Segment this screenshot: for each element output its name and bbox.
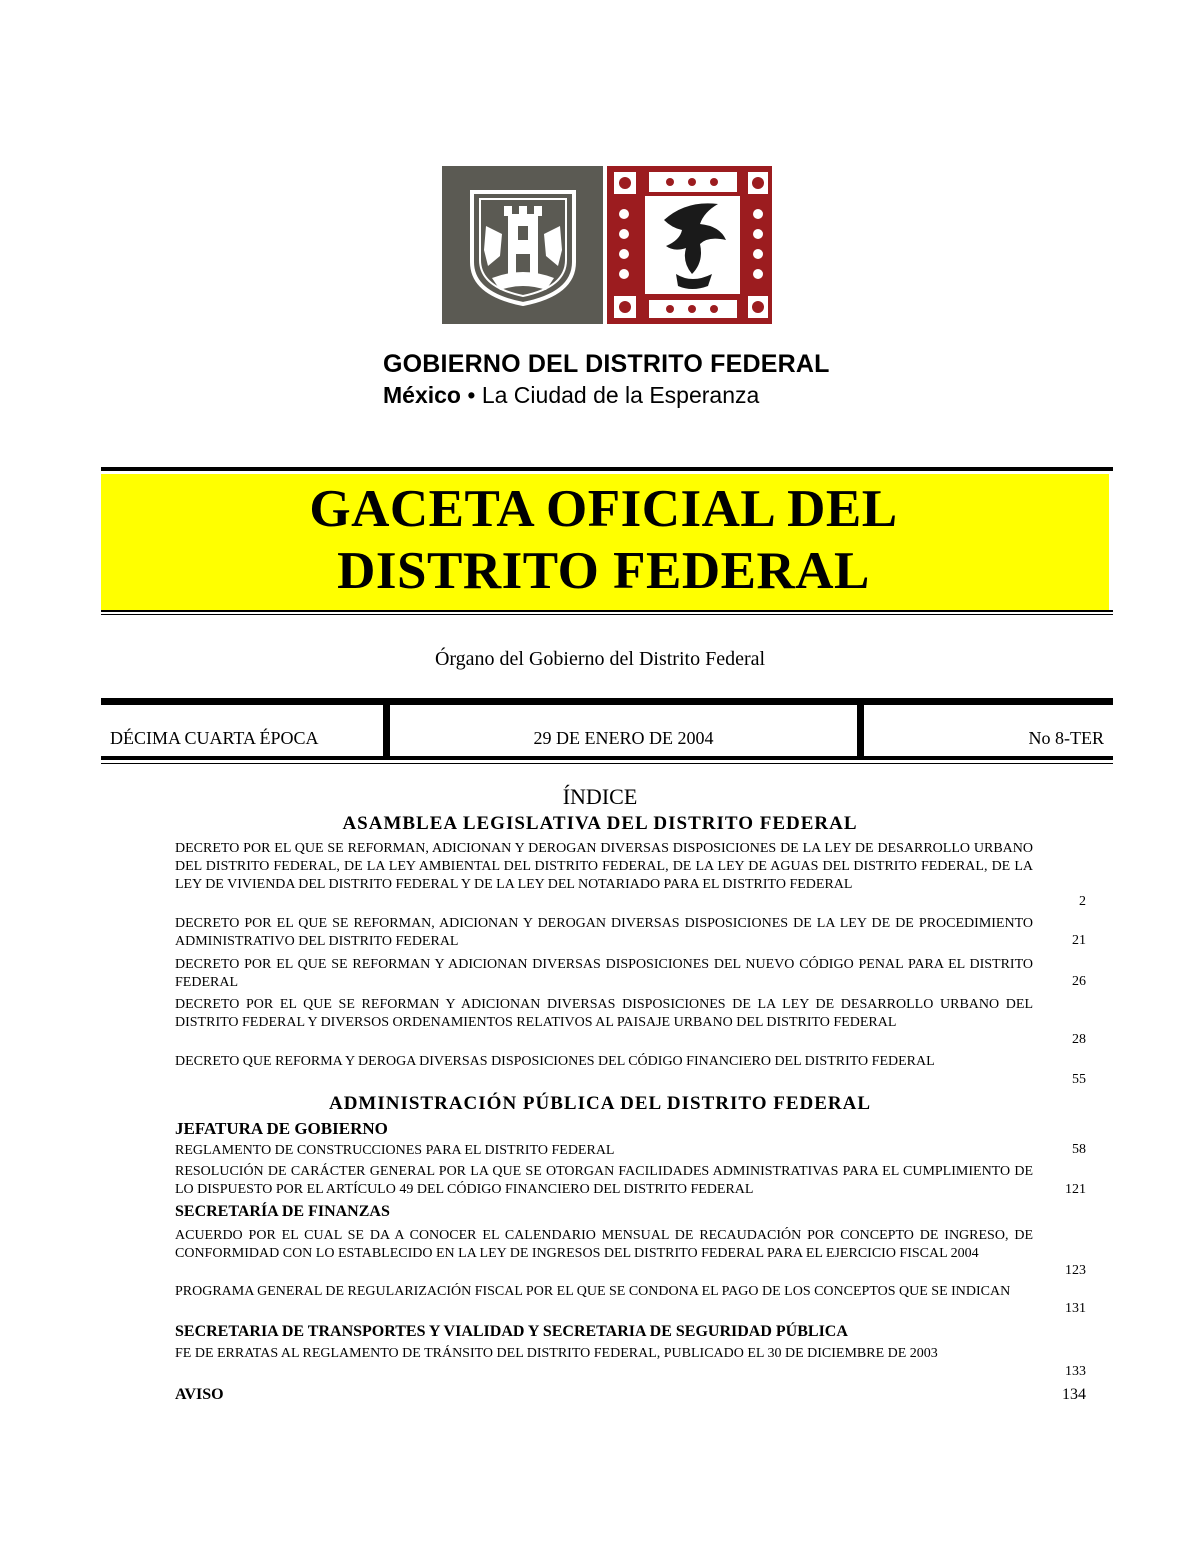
subsection-secretaria-de-transportes: SECRETARIA DE TRANSPORTES Y VIALIDAD Y SECRETARIA DE SEGURIDAD PÚBLICA bbox=[175, 1323, 848, 1340]
index-title: ÍNDICE bbox=[562, 784, 638, 809]
epoch-label: DÉCIMA CUARTA ÉPOCA bbox=[110, 728, 319, 748]
subsection-jefatura-de-gobierno: JEFATURA DE GOBIERNO bbox=[175, 1119, 388, 1138]
subsection-aviso: AVISO bbox=[175, 1386, 224, 1403]
index-entry-page: 26 bbox=[1072, 974, 1086, 989]
index-entry-page: 2 bbox=[1079, 894, 1086, 909]
index-entry-page: 133 bbox=[1065, 1364, 1086, 1379]
section-administracion-publica: ADMINISTRACIÓN PÚBLICA DEL DISTRITO FEDERAL bbox=[328, 1093, 872, 1114]
index-entry: PROGRAMA GENERAL DE REGULARIZACIÓN FISCAL POR EL QUE SE CONDONA EL PAGO DE LOS CONCEPTOS QUE SE INDICAN bbox=[175, 1284, 1011, 1299]
index-entry-page: 21 bbox=[1072, 933, 1086, 948]
index-entry: DECRETO POR EL QUE SE REFORMAN Y ADICIONAN DIVERSAS DISPOSICIONES DEL NUEVO CÓDIGO PENAL PARA EL DISTRITO FEDERAL bbox=[175, 957, 1033, 990]
issue-number: No 8-TER bbox=[1028, 728, 1104, 748]
info-bar-top-rule bbox=[101, 698, 1113, 705]
gazette-title bbox=[101, 478, 1106, 602]
castle-tower-icon bbox=[504, 206, 542, 274]
info-bar-bottom-rule-thin bbox=[101, 763, 1113, 764]
section-asamblea-legislativa: ASAMBLEA LEGISLATIVA DEL DISTRITO FEDERAL bbox=[342, 813, 858, 834]
index-entry-page: 131 bbox=[1065, 1301, 1086, 1316]
issue-date: 29 DE ENERO DE 2004 bbox=[533, 728, 714, 748]
index-entry: DECRETO QUE REFORMA Y DEROGA DIVERSAS DISPOSICIONES DEL CÓDIGO FINANCIERO DEL DISTRITO FEDERAL bbox=[175, 1054, 935, 1069]
gazette-subtitle: Órgano del Gobierno del Distrito Federal bbox=[434, 648, 766, 670]
index-entry: DECRETO POR EL QUE SE REFORMAN, ADICIONAN Y DEROGAN DIVERSAS DISPOSICIONES DE LA LEY DE DESARROLLO URBANO DEL DISTRITO FEDERAL, DE LA LEY AMBIENTAL DEL DISTRITO FEDERAL, DE LA LEY DE AGUAS DEL DISTRITO FEDERAL, DE LA LEY DE VIVIENDA DEL DISTRITO FEDERAL Y DE LA LEY DEL NOTARIADO PARA EL DISTRITO FEDERAL bbox=[175, 841, 1033, 892]
title-banner-edge bbox=[1106, 474, 1109, 610]
index-entry-page: 58 bbox=[1072, 1142, 1086, 1157]
index-entry-page: 121 bbox=[1065, 1182, 1086, 1197]
government-logo bbox=[442, 166, 772, 324]
index-entry: DECRETO POR EL QUE SE REFORMAN, ADICIONAN Y DEROGAN DIVERSAS DISPOSICIONES DE LA LEY DE DE PROCEDIMIENTO ADMINISTRATIVO DEL DISTRITO FEDERAL bbox=[175, 916, 1033, 949]
index-entry: REGLAMENTO DE CONSTRUCCIONES PARA EL DISTRITO FEDERAL bbox=[175, 1143, 615, 1158]
motto-text: La Ciudad de la Esperanza bbox=[481, 382, 760, 408]
index-entry: ACUERDO POR EL CUAL SE DA A CONOCER EL CALENDARIO MENSUAL DE RECAUDACIÓN POR CONCEPTO DE INGRESO, DE CONFORMIDAD CON LO ESTABLECIDO EN LA LEY DE INGRESOS DEL DISTRITO FEDERAL PARA EL EJERCICIO FISCAL 2004 bbox=[175, 1228, 1033, 1261]
gazette-title-line-2: DISTRITO FEDERAL bbox=[337, 542, 870, 600]
index-entry-page: 123 bbox=[1065, 1263, 1086, 1278]
info-bar-bottom-rule bbox=[101, 756, 1113, 760]
motto-mexico: México bbox=[383, 382, 461, 408]
index-entry-page: 28 bbox=[1072, 1032, 1086, 1047]
info-bar-divider-1 bbox=[383, 698, 390, 760]
subsection-secretaria-de-finanzas: SECRETARÍA DE FINANZAS bbox=[175, 1203, 390, 1220]
gazette-title-line-1: GACETA OFICIAL DEL bbox=[309, 480, 898, 538]
banner-top-rule bbox=[101, 467, 1113, 471]
banner-bottom-rule bbox=[101, 610, 1113, 612]
motto-separator: • bbox=[460, 382, 482, 408]
index-entry: DECRETO POR EL QUE SE REFORMAN Y ADICIONAN DIVERSAS DISPOSICIONES DE LA LEY DE DESARROLLO URBANO DEL DISTRITO FEDERAL Y DIVERSOS ORDENAMIENTOS RELATIVOS AL PAISAJE URBANO DEL DISTRITO FEDERAL bbox=[175, 997, 1033, 1030]
banner-bottom-rule-thin bbox=[101, 614, 1113, 615]
index-entry-page: 55 bbox=[1072, 1072, 1086, 1087]
government-name: GOBIERNO DEL DISTRITO FEDERAL bbox=[383, 350, 830, 378]
index-entry: FE DE ERRATAS AL REGLAMENTO DE TRÁNSITO DEL DISTRITO FEDERAL, PUBLICADO EL 30 DE DICIEMBRE DE 2003 bbox=[175, 1346, 938, 1361]
aviso-page: 134 bbox=[1062, 1386, 1086, 1403]
index-entry: RESOLUCIÓN DE CARÁCTER GENERAL POR LA QUE SE OTORGAN FACILIDADES ADMINISTRATIVAS PARA EL CUMPLIMIENTO DE LO DISPUESTO POR EL ARTÍCULO 49 DEL CÓDIGO FINANCIERO DEL DISTRITO FEDERAL bbox=[175, 1164, 1033, 1197]
info-bar-divider-2 bbox=[857, 698, 864, 760]
government-motto bbox=[383, 382, 759, 409]
